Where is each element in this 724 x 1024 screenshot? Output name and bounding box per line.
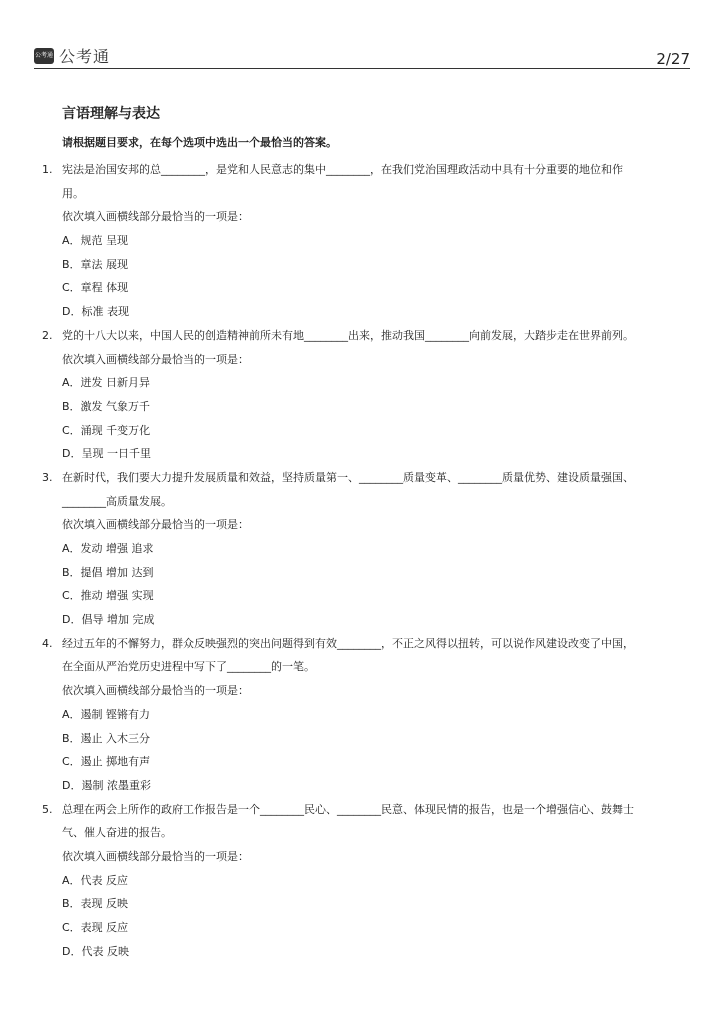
logo-text: 公考通 (59, 47, 111, 66)
page-number: 2/27 (656, 50, 690, 68)
question-number: 5. (42, 802, 53, 816)
option-d: D．遏制 浓墨重彩 (62, 778, 151, 792)
question-1 (0, 158, 724, 324)
question-prompt: 依次填入画横线部分最恰当的一项是： (62, 352, 249, 366)
question-stem-line: 气、催人奋进的报告。 (62, 826, 172, 840)
question-stem-line: ________高质量发展。 (62, 494, 172, 508)
option-b: B．激发 气象万千 (62, 399, 151, 413)
question-number: 4. (42, 636, 53, 650)
question-number: 3. (42, 470, 53, 484)
option-d: D．倡导 增加 完成 (62, 613, 155, 627)
option-c: C．章程 体现 (62, 281, 129, 295)
page-header (34, 42, 690, 70)
option-a: A．迸发 日新月异 (62, 376, 151, 390)
option-d: D．标准 表现 (62, 305, 129, 319)
question-stem-line: 在新时代，我们要大力提升发展质量和效益，坚持质量第一、________质量变革、________质量优势、建设质量强国、 (62, 470, 634, 484)
question-stem-line: 宪法是治国安邦的总________，是党和人民意志的集中________，在我们党治国理政活动中具有十分重要的地位和作 (62, 163, 623, 176)
option-a: A．发动 增强 追求 (62, 542, 154, 555)
question-stem-line: 在全面从严治党历史进程中写下了________的一笔。 (62, 660, 315, 674)
option-a: A．遏制 铿锵有力 (62, 707, 151, 721)
header-divider (34, 68, 690, 69)
brand-logo (34, 44, 110, 67)
question-prompt: 依次填入画横线部分最恰当的一项是： (62, 849, 249, 863)
question-stem-line: 用。 (62, 186, 84, 200)
question-prompt: 依次填入画横线部分最恰当的一项是： (62, 210, 249, 224)
option-d: D．呈现 一日千里 (62, 447, 151, 461)
option-a: A．规范 呈现 (62, 234, 129, 248)
option-c: C．表现 反应 (62, 921, 129, 934)
section-title: 言语理解与表达 (62, 106, 160, 122)
question-5 (0, 798, 724, 964)
option-d: D．代表 反映 (62, 944, 129, 958)
option-b: B．提倡 增加 达到 (62, 565, 154, 579)
question-number: 2. (42, 328, 53, 342)
option-a: A．代表 反应 (62, 873, 129, 887)
question-2 (0, 324, 724, 466)
option-c: C．推动 增强 实现 (62, 589, 154, 603)
logo-badge-icon: 公考通 (34, 48, 54, 64)
question-stem-line: 党的十八大以来，中国人民的创造精神前所未有地________出来，推动我国________向前发展，大踏步走在世界前列。 (62, 328, 634, 342)
option-c: C．涌现 千变万化 (62, 423, 151, 437)
option-c: C．遏止 掷地有声 (62, 755, 151, 769)
option-b: B．章法 展现 (62, 257, 129, 271)
question-stem-line: 总理在两会上所作的政府工作报告是一个________民心、________民意、体现民情的报告，也是一个增强信心、鼓舞士 (62, 802, 634, 816)
section-instruction: 请根据题目要求，在每个选项中选出一个最恰当的答案。 (62, 136, 337, 149)
question-stem-line: 经过五年的不懈努力，群众反映强烈的突出问题得到有效________，不正之风得以扭转，可以说作风建设改变了中国， (62, 636, 634, 650)
question-4 (0, 632, 724, 798)
question-prompt: 依次填入画横线部分最恰当的一项是： (62, 684, 249, 698)
option-b: B．表现 反映 (62, 897, 129, 911)
question-number: 1. (42, 163, 53, 176)
question-list (0, 158, 724, 963)
question-3 (0, 466, 724, 632)
question-prompt: 依次填入画横线部分最恰当的一项是： (62, 518, 249, 532)
option-b: B．遏止 入木三分 (62, 731, 151, 745)
